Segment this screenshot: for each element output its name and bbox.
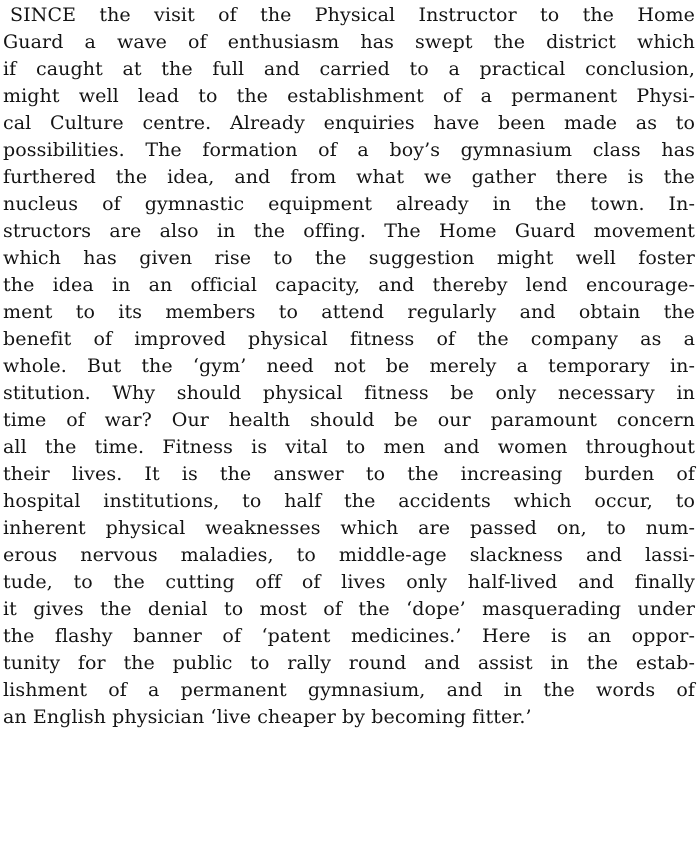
text-line: it gives the denial to most of the ‘dope’ masquerading under [3, 598, 695, 620]
text-line: cal Culture centre. Already enquiries have been made as to [3, 112, 695, 134]
text-line: all the time. Fitness is vital to men and women throughout [3, 436, 695, 458]
text-line: nucleus of gymnastic equipment already in the town. In- [3, 193, 695, 215]
text-line: possibilities. The formation of a boy’s gymnasium class has [3, 139, 695, 161]
text-line: an English physician ‘live cheaper by becoming fitter.’ [3, 706, 532, 728]
article-text [3, 2, 695, 731]
text-line: their lives. It is the answer to the increasing burden of [3, 463, 695, 485]
text-line: the idea in an official capacity, and thereby lend encourage- [3, 274, 695, 296]
text-line: tunity for the public to rally round and assist in the estab- [3, 652, 695, 674]
text-line: Guard a wave of enthusiasm has swept the district which [3, 31, 695, 53]
text-line: structors are also in the offing. The Home Guard movement [3, 220, 695, 242]
text-line: the flashy banner of ‘patent medicines.’ Here is an oppor- [3, 625, 695, 647]
text-line: inherent physical weaknesses which are passed on, to num- [3, 517, 695, 539]
text-line: benefit of improved physical fitness of the company as a [3, 328, 695, 350]
text-line: SINCE the visit of the Physical Instructor to the Home [10, 4, 695, 26]
text-line: furthered the idea, and from what we gather there is the [3, 166, 695, 188]
text-line: erous nervous maladies, to middle-age slackness and lassi- [3, 544, 695, 566]
text-line: time of war? Our health should be our paramount concern [3, 409, 695, 431]
text-line: stitution. Why should physical fitness be only necessary in [3, 382, 695, 404]
text-line: tude, to the cutting off of lives only half-lived and finally [3, 571, 695, 593]
text-line: whole. But the ‘gym’ need not be merely a temporary in- [3, 355, 695, 377]
text-line: if caught at the full and carried to a practical conclusion, [3, 58, 695, 80]
text-line: hospital institutions, to half the accidents which occur, to [3, 490, 695, 512]
text-line: might well lead to the establishment of a permanent Physi- [3, 85, 695, 107]
text-line: which has given rise to the suggestion might well foster [3, 247, 695, 269]
text-line: ment to its members to attend regularly and obtain the [3, 301, 695, 323]
text-line: lishment of a permanent gymnasium, and in the words of [3, 679, 695, 701]
